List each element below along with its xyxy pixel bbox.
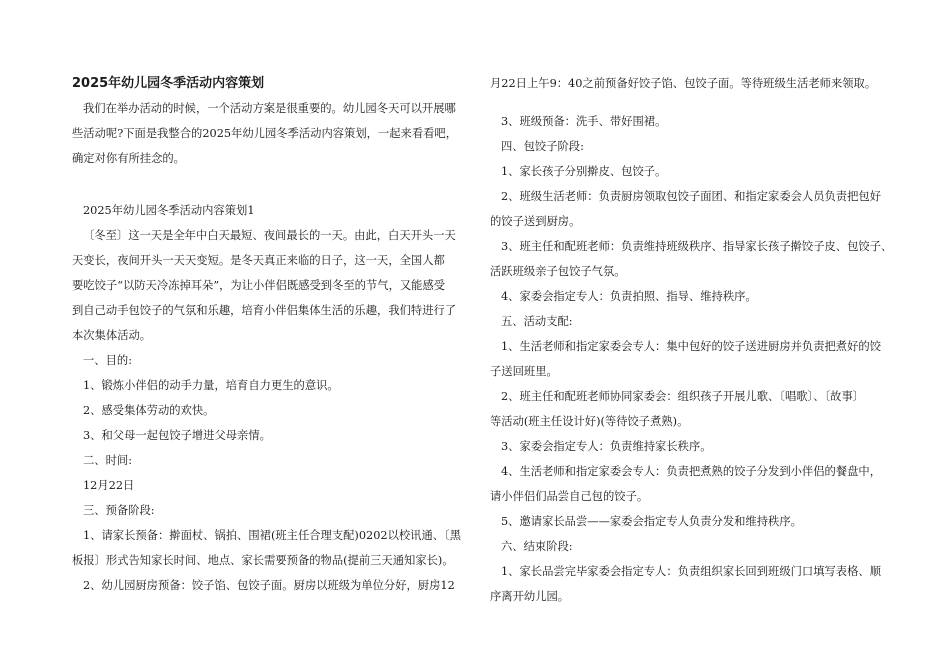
text-line: 二、时间: [83, 454, 132, 467]
text-line: 天变长，夜间开头一天天变短。是冬天真正来临的日子，这一天，全国人都 [72, 254, 445, 267]
text-line: 我们在举办活动的时候，一个活动方案是很重要的。幼儿园冬天可以开展哪 [83, 102, 456, 115]
text-line: 3、班主任和配班老师：负责维持班级秩序、指导家长孩子擀饺子皮、包饺子、 [501, 240, 893, 253]
text-line: 〔冬至〕这一天是全年中白天最短、夜间最长的一天。由此，白天开头一天 [83, 229, 456, 242]
text-line: 四、包饺子阶段: [501, 140, 584, 153]
document-title: 2025年幼儿园冬季活动内容策划 [72, 76, 265, 91]
text-line: 序离开幼儿园。 [490, 590, 570, 603]
text-line: 3、家委会指定专人：负责维持家长秩序。 [501, 440, 712, 453]
text-line: 1、家长孩子分别擀皮、包饺子。 [501, 165, 667, 178]
text-line: 3、和父母一起包饺子增进父母亲情。 [83, 429, 271, 442]
text-line: 1、锻炼小伴侣的动手力量，培育自力更生的意识。 [83, 379, 339, 392]
text-line: 1、家长品尝完毕家委会指定专人：负责组织家长回到班级门口填写表格、顺 [501, 565, 881, 578]
text-line: 2、班级生活老师：负责厨房领取包饺子面团、和指定家委会人员负责把包好 [501, 190, 881, 203]
text-line: 3、班级预备：洗手、带好围裙。 [501, 115, 667, 128]
text-line: 确定对你有所挂念的。 [72, 152, 185, 165]
text-line: 六、结束阶段: [501, 540, 573, 553]
text-line: 到自己动手包饺子的气氛和乐趣，培育小伴侣集体生活的乐趣，我们特进行了 [72, 304, 457, 317]
section-heading: 2025年幼儿园冬季活动内容策划1 [83, 204, 255, 217]
text-line: 1、生活老师和指定家委会专人：集中包好的饺子送进厨房并负责把煮好的饺 [501, 340, 881, 353]
text-line: 2、班主任和配班老师协同家委会：组织孩子开展儿歌、〔唱歌〕、〔故事〕 [501, 390, 865, 403]
text-line: 板报〕形式告知家长时间、地点、家长需要预备的物品(提前三天通知家长)。 [72, 554, 454, 567]
text-line: 12月22日 [83, 479, 135, 492]
text-line: 2、幼儿园厨房预备：饺子馅、包饺子面。厨房以班级为单位分好，厨房12 [83, 579, 455, 592]
text-line: 5、邀请家长品尝——家委会指定专人负责分发和维持秩序。 [501, 515, 802, 528]
text-line: 要吃饺子“以防天冷冻掉耳朵”，为让小伴侣既感受到冬至的节气，又能感受 [72, 279, 446, 292]
text-line: 子送回班里。 [490, 365, 558, 378]
text-line: 请小伴侣们品尝自己包的饺子。 [490, 490, 649, 503]
text-line: 五、活动支配: [501, 315, 573, 328]
text-line: 一、目的: [83, 354, 132, 367]
text-line: 1、请家长预备：擀面杖、锅拍、围裙(班主任合理支配)0202以校讯通、〔黑 [83, 529, 462, 542]
text-line: 月22日上午9：40之前预备好饺子馅、包饺子面。等待班级生活老师来领取。 [490, 77, 877, 90]
text-line: 2、感受集体劳动的欢快。 [83, 404, 215, 417]
text-line: 等活动(班主任设计好)(等待饺子煮熟)。 [490, 415, 689, 428]
text-line: 4、家委会指定专人：负责拍照、指导、维持秩序。 [501, 290, 757, 303]
text-line: 的饺子送到厨房。 [490, 215, 581, 228]
text-line: 些活动呢?下面是我整合的2025年幼儿园冬季活动内容策划，一起来看看吧， [72, 127, 458, 140]
text-line: 活跃班级亲子包饺子气氛。 [490, 265, 626, 278]
text-line: 三、预备阶段: [83, 504, 155, 517]
text-line: 4、生活老师和指定家委会专人：负责把煮熟的饺子分发到小伴侣的餐盘中， [501, 465, 881, 478]
text-line: 本次集体活动。 [72, 329, 152, 342]
